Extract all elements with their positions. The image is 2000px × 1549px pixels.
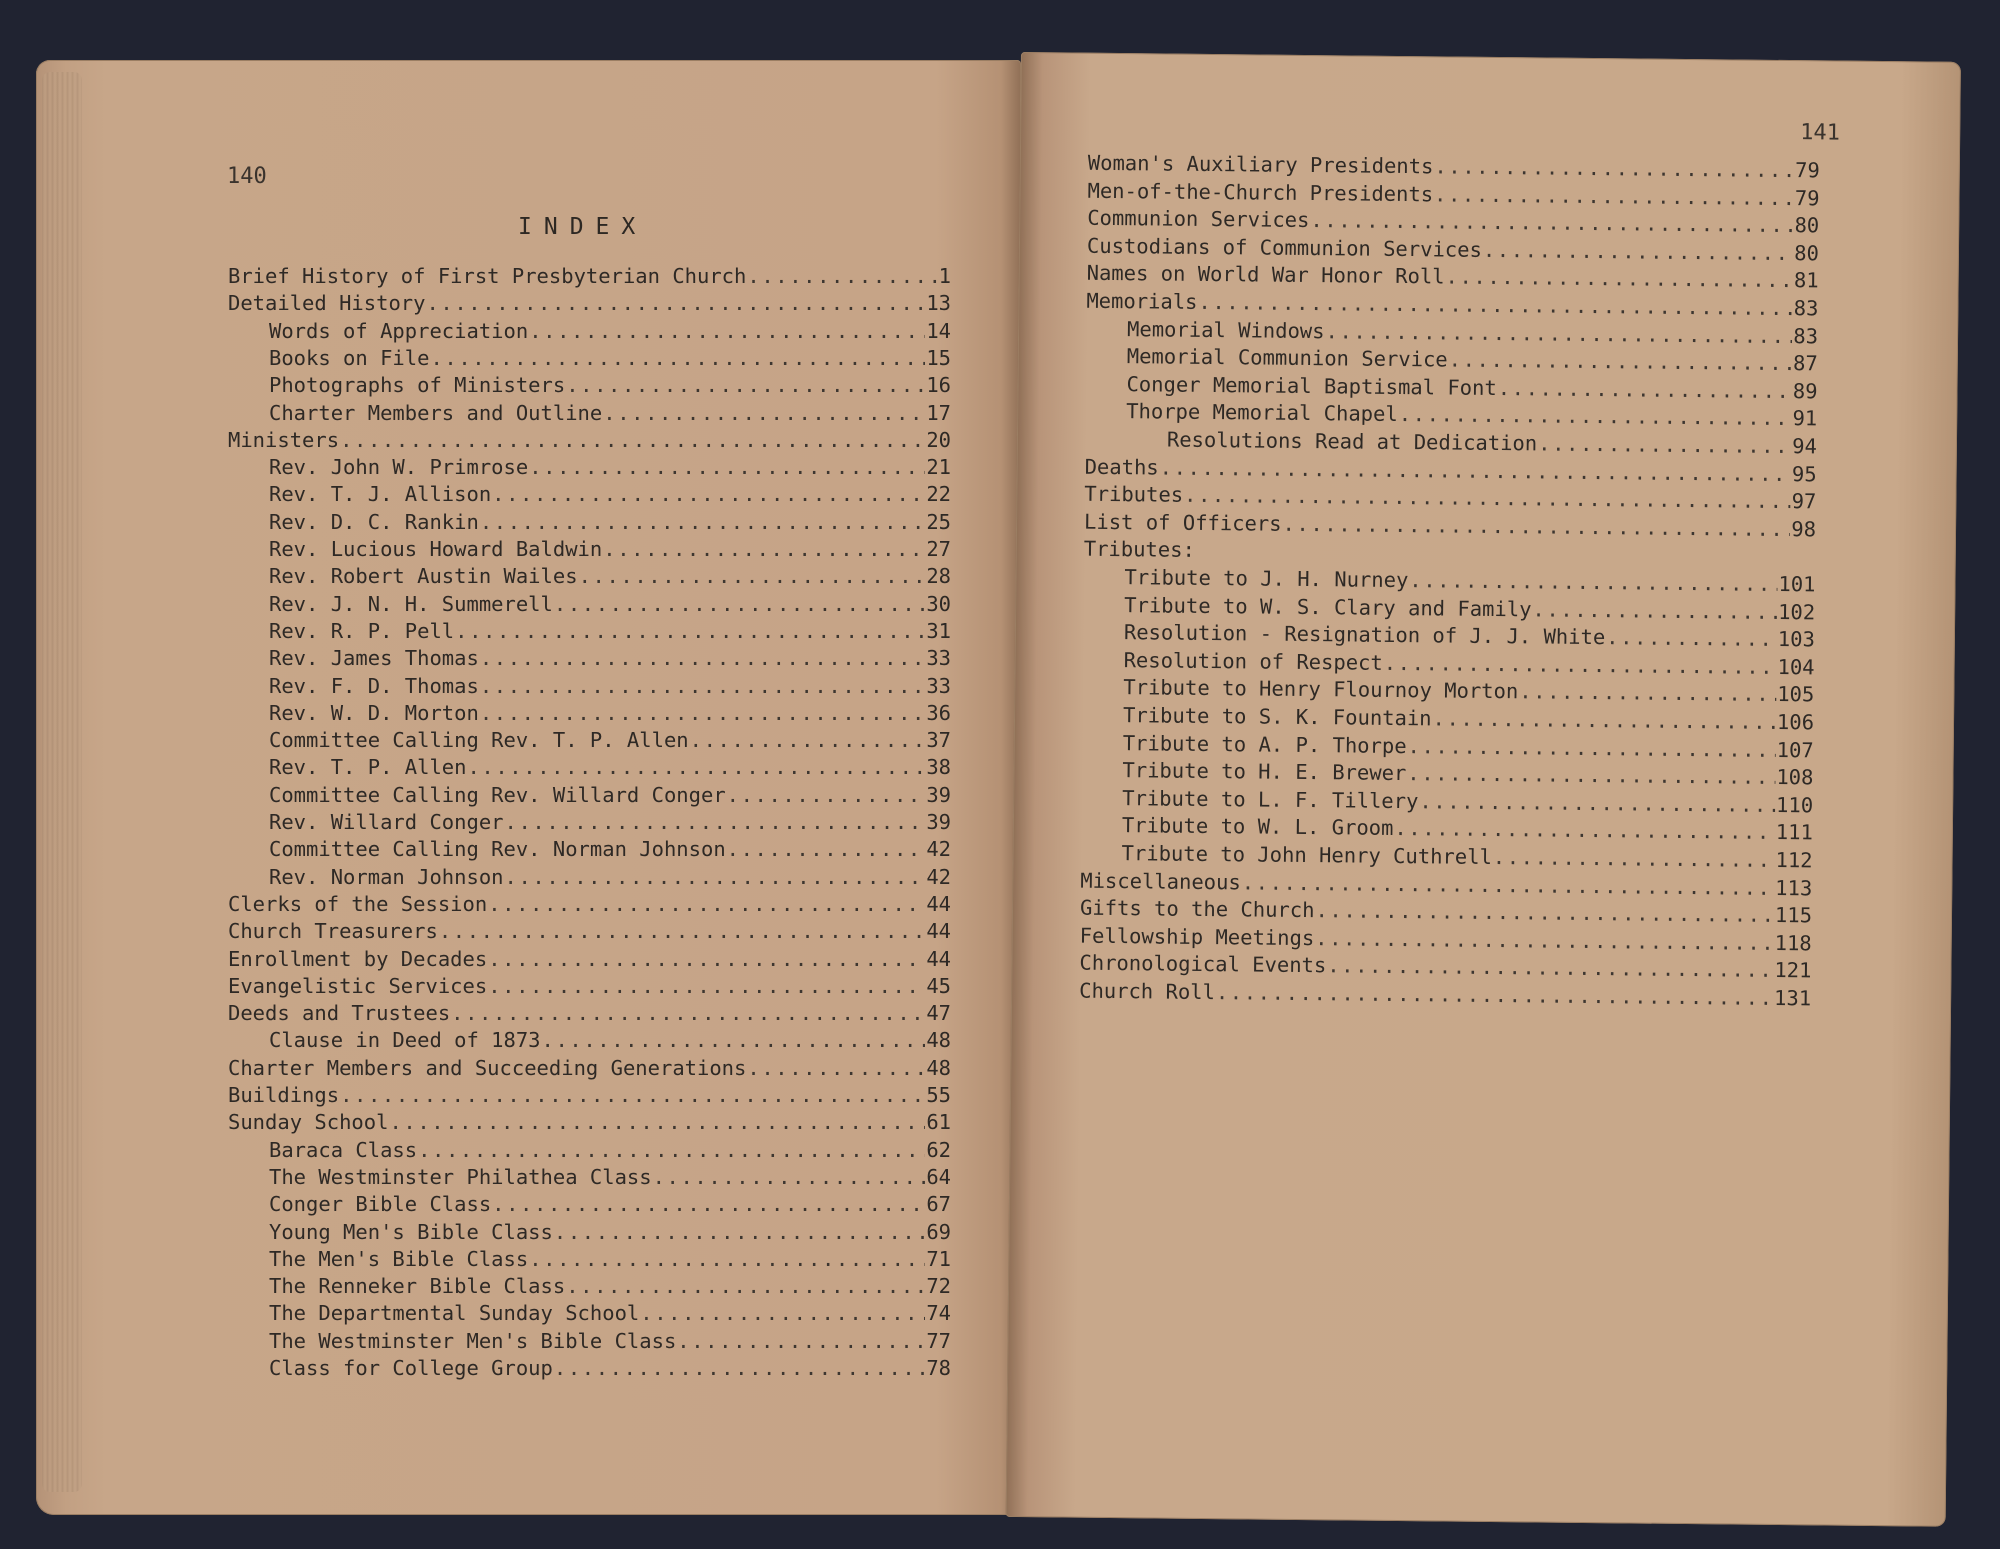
entry-page-number: 78 [926,1356,951,1380]
entry-page-number: 17 [926,400,951,425]
dot-leader [554,1220,925,1244]
dot-leader [1315,898,1774,927]
index-entry [1087,178,1819,210]
entry-title: Rev. James Thomas [269,646,479,671]
dot-leader [727,837,926,861]
entry-page-number: 83 [1793,323,1819,348]
page-number: 140 [227,164,267,189]
entry-title: Clerks of the Session [228,891,488,916]
index-entry [269,1192,951,1216]
index-entry [269,619,951,643]
dot-leader [554,1356,925,1380]
index-entry [1124,565,1815,596]
index-entry [1080,896,1812,928]
entry-page-number: 55 [926,1083,951,1107]
index-entry [269,564,951,588]
entry-page-number: 13 [926,291,951,316]
dot-leader [480,701,925,725]
dot-leader [1449,348,1793,376]
entry-page-number: 89 [1792,378,1818,404]
entry-page-number: 118 [1774,930,1812,956]
dot-leader [451,1001,925,1025]
entry-page-number: 112 [1775,847,1813,873]
entry-title: Resolution - Resignation of J. J. White [1123,620,1606,650]
entry-title: Rev. Norman Johnson [269,864,504,889]
index-entry [1123,731,1814,762]
dot-leader [640,1301,925,1325]
entry-title: Evangelistic Services [228,973,488,998]
entry-page-number: 31 [926,618,951,643]
entry-title: Resolutions Read at Dedication [1166,427,1538,456]
entry-title: Memorial Communion Service [1126,344,1448,372]
entry-page-number: 102 [1778,599,1816,624]
entry-page-number: 14 [926,318,951,343]
entry-title: Woman's Auxiliary Presidents [1087,150,1434,179]
open-book [36,52,1961,1522]
entry-title: Tribute to W. L. Groom [1121,813,1394,841]
entry-page-number: 44 [926,891,951,916]
entry-title: Rev. R. P. Pell [269,618,455,643]
entry-page-number: 39 [926,810,951,834]
entry-page-number: 80 [1794,213,1820,238]
dot-leader [1394,816,1775,844]
dot-leader [418,1138,925,1162]
entry-page-number: 83 [1793,296,1819,321]
entry-page-number: 39 [926,782,951,807]
dot-leader [1242,870,1775,900]
dot-leader [492,482,925,506]
entry-page-number: 38 [926,755,951,780]
dot-leader [747,1056,925,1080]
dot-leader [1160,455,1791,486]
index-entry [1127,344,1818,375]
entry-page-number: 103 [1777,627,1816,652]
index-entry [228,892,951,916]
dot-leader [529,319,925,343]
dot-leader [603,401,925,425]
index-entry [228,1056,951,1080]
entry-title: Rev. Willard Conger [269,810,504,834]
index-entry [1084,482,1816,514]
entry-title: Church Roll [1079,978,1216,1005]
entry-page-number: 107 [1776,737,1814,762]
index-entry [1087,261,1819,293]
dot-leader [480,646,925,670]
dot-leader [505,865,926,889]
dot-leader [1432,706,1776,734]
entry-title: Tribute to H. E. Brewer [1122,758,1407,786]
index-entry [1085,454,1817,486]
index-entry [1124,620,1815,651]
entry-page-number: 62 [926,1137,951,1162]
entry-title: The Renneker Bible Class [269,1274,566,1299]
dot-leader [1498,376,1792,403]
entry-title: Rev. T. J. Allison [269,482,492,507]
dot-leader [1325,319,1792,348]
entry-page-number: 91 [1792,406,1818,431]
dot-leader [554,592,925,616]
entry-title: Tribute to L. F. Tillery [1122,785,1419,813]
dot-leader [1434,154,1794,182]
index-entry [1124,593,1815,624]
entry-page-number: 79 [1794,185,1820,210]
index-entry [228,974,951,998]
dot-leader [566,373,925,397]
dot-leader [492,1192,925,1216]
index-entry [269,1356,951,1380]
dot-leader [1198,290,1792,320]
index-entry [228,1083,951,1107]
entry-page-number: 28 [926,564,951,589]
entry-title: Memorial Windows [1126,316,1325,343]
entry-page-number: 74 [926,1301,951,1326]
index-entry [1087,233,1819,265]
entry-page-number: 69 [926,1219,951,1244]
entry-page-number: 111 [1775,820,1813,845]
dot-leader [455,619,925,643]
dot-leader [677,1329,925,1353]
entry-page-number: 72 [926,1274,951,1299]
entry-title: Tribute to W. S. Clary and Family [1124,592,1532,621]
index-entry [1124,648,1815,679]
index-entry [1123,675,1814,706]
dot-leader [1399,402,1792,430]
dot-leader [488,974,925,998]
dot-leader [1310,208,1793,237]
index-entry [269,755,951,779]
dot-leader [529,1247,925,1271]
index-entry [1121,841,1812,872]
index-entry [1087,206,1819,238]
entry-page-number: 48 [926,1028,951,1053]
entry-title: Miscellaneous [1080,868,1241,894]
dot-leader [1407,761,1775,789]
page-number: 141 [1800,120,1841,146]
dot-leader [480,674,925,698]
right-page [1006,52,1961,1527]
entry-title: Deeds and Trustees [228,1001,451,1026]
entry-title: The Departmental Sunday School [269,1301,640,1326]
dot-leader [1606,625,1777,651]
dot-leader [1184,483,1791,513]
entry-page-number: 33 [926,646,951,671]
entry-title: Words of Appreciation [269,318,529,343]
index-entry [1122,813,1813,844]
index-entry [228,291,951,315]
entry-title: Gifts to the Church [1079,895,1315,923]
entry-page-number: 37 [926,728,951,753]
entry-title: Class for College Group [269,1356,553,1380]
index-entry [269,319,951,343]
entry-page-number: 77 [926,1328,951,1353]
entry-page-number: 30 [926,591,951,616]
entry-page-number: 97 [1791,489,1817,514]
index-entry [1080,868,1812,900]
entry-page-number: 1 [938,264,951,288]
dot-leader [727,783,926,807]
dot-leader [1445,265,1793,293]
dot-leader [340,1083,925,1107]
entry-page-number: 67 [926,1192,951,1217]
index-entry [269,401,951,425]
index-entry [1123,703,1814,734]
entry-page-number: 81 [1793,268,1819,293]
index-entry [228,947,951,971]
entry-title: Rev. W. D. Morton [269,700,479,725]
dot-leader [1409,568,1777,596]
index-entry [269,510,951,534]
index-entry [269,1220,951,1244]
entry-title: Tribute to A. P. Thorpe [1122,730,1407,758]
dot-leader [426,291,925,315]
index-entry [228,264,951,288]
entry-page-number: 33 [926,673,951,698]
dot-leader [603,537,925,561]
entry-title: Rev. Lucious Howard Baldwin [269,537,603,561]
entry-title: Baraca Class [269,1137,418,1162]
dot-leader [1327,954,1773,983]
index-entry [1122,758,1813,789]
entry-page-number: 79 [1794,158,1820,183]
index-entry [269,373,951,397]
entry-title: Thorpe Memorial Chapel [1126,399,1398,427]
dot-leader [1434,182,1794,210]
index-entry [1084,509,1816,541]
index-entry [1167,428,1817,459]
dot-leader [1493,845,1775,872]
dot-leader [389,1110,925,1134]
index-entry [269,1329,951,1353]
dot-leader [480,510,925,534]
entry-page-number: 42 [926,864,951,889]
entry-title: Resolution of Respect [1123,647,1383,675]
entry-page-number: 27 [926,537,951,561]
dot-leader [1532,597,1777,624]
entry-title: Photographs of Ministers [269,373,566,398]
entry-title: Sunday School [228,1110,389,1135]
dot-leader [529,455,925,479]
dot-leader [690,728,926,752]
index-entry [1084,537,1816,569]
entry-page-number: 115 [1774,903,1813,928]
index-entry [269,810,951,834]
index-entry [228,428,951,452]
dot-leader [488,947,925,971]
entry-title: Rev. J. N. H. Summerell [269,591,553,616]
entry-title: Tribute to J. H. Nurney [1124,565,1409,593]
entry-title: Tribute to Henry Flournoy Morton [1123,675,1519,704]
entry-title: Tribute to S. K. Fountain [1122,703,1432,731]
dot-leader [1282,512,1790,541]
entry-title: Rev. F. D. Thomas [269,673,479,698]
entry-page-number: 94 [1792,434,1818,459]
entry-page-number: 22 [926,482,951,507]
entry-title: Brief History of First Presbyterian Church [228,264,747,288]
entry-page-number: 108 [1776,765,1814,790]
dot-leader [653,1165,926,1189]
entry-title: Young Men's Bible Class [269,1219,553,1244]
entry-title: Fellowship Meetings [1079,923,1315,950]
entry-title: The Westminster Men's Bible Class [269,1328,677,1353]
entry-page-number: 15 [926,345,951,370]
entry-title: Enrollment by Decades [228,946,488,971]
entry-title: Names on World War Honor Roll [1086,261,1445,289]
entry-title: Rev. T. P. Allen [269,755,467,780]
index-entry [1086,289,1818,321]
dot-leader [467,755,925,779]
index-entry [269,592,951,616]
index-entry [1079,979,1811,1011]
entry-title: Tribute to John Henry Cuthrell [1121,841,1492,869]
index-entry [269,455,951,479]
index-entry [269,865,951,889]
entry-page-number: 25 [926,509,951,534]
entry-title: Communion Services [1087,205,1310,233]
entry-title: Conger Bible Class [269,1192,492,1217]
entry-title: Chronological Events [1079,951,1327,978]
entry-page-number: 61 [926,1110,951,1135]
entry-title: Tributes: [1083,537,1196,563]
entry-page-number: 45 [926,973,951,998]
entry-page-number: 98 [1791,516,1817,542]
dot-leader [566,1274,925,1298]
index-entry [269,1247,951,1271]
entry-title: Ministers [228,427,340,452]
dot-leader [1216,980,1773,1010]
index-entry [269,1274,951,1298]
dot-leader [1419,789,1775,817]
index-heading: INDEX [518,214,648,240]
entry-title: Buildings [228,1083,340,1107]
entry-title: Books on File [269,345,430,370]
index-entry [1126,372,1817,403]
entry-page-number: 87 [1792,351,1818,376]
entry-page-number: 47 [926,1001,951,1026]
entry-page-number: 131 [1773,985,1812,1011]
index-entry [269,674,951,698]
entry-page-number: 106 [1776,709,1815,735]
entry-title: Rev. D. C. Rankin [269,509,479,534]
entry-title: Memorials [1086,288,1198,314]
entry-title: The Men's Bible Class [269,1246,529,1271]
index-entry [1080,923,1812,955]
dot-leader [505,810,926,834]
entry-title: Custodians of Communion Services [1086,233,1483,262]
dot-leader [747,264,937,288]
entry-title: Conger Memorial Baptismal Font [1126,371,1497,400]
entry-title: Committee Calling Rev. Willard Conger [269,782,726,807]
dot-leader [1315,926,1774,955]
index-entry [269,783,951,807]
index-entry [269,837,951,861]
dot-leader [1538,431,1791,458]
entry-title: List of Officers [1083,509,1282,536]
index-entry [1088,151,1820,183]
index-entry [1079,951,1811,983]
entry-page-number: 36 [926,700,951,725]
dot-leader [1384,651,1777,679]
entry-page-number: 105 [1777,682,1815,707]
entry-title: Tributes [1084,481,1184,507]
entry-page-number: 48 [926,1055,951,1080]
entry-title: Detailed History [228,291,426,316]
dot-leader [579,564,926,588]
entry-title: Clause in Deed of 1873 [269,1028,541,1053]
entry-page-number: 44 [926,919,951,944]
index-entry [269,482,951,506]
entry-title: Committee Calling Rev. Norman Johnson [269,837,726,862]
index-entry [1126,400,1817,431]
entry-page-number: 44 [926,946,951,971]
entry-page-number: 21 [926,455,951,480]
index-entry [269,701,951,725]
entry-title: Deaths [1084,454,1159,480]
index-entry [269,1301,951,1325]
index-entry [269,646,951,670]
entry-page-number: 42 [926,837,951,862]
left-page [36,60,1021,1515]
dot-leader [1483,238,1794,265]
index-entry [269,1028,951,1052]
index-entry [1127,317,1818,348]
entry-title: Charter Members and Outline [269,400,603,425]
index-entry [269,537,951,561]
dot-leader [1408,734,1776,762]
dot-leader [340,428,925,452]
entry-title: Committee Calling Rev. T. P. Allen [269,728,689,753]
dot-leader [439,919,925,943]
dot-leader [1519,680,1776,707]
entry-title: Rev. Robert Austin Wailes [269,564,578,589]
index-entry [269,728,951,752]
index-entry [269,1165,951,1189]
index-entry [228,919,951,943]
dot-leader [488,892,925,916]
entry-title: Church Treasurers [228,919,438,944]
entry-title: Charter Members and Succeeding Generations [228,1055,747,1080]
entry-page-number: 71 [926,1246,951,1271]
entry-page-number: 110 [1776,792,1814,818]
index-entry [269,346,951,370]
entry-page-number: 20 [926,427,951,452]
entry-page-number: 113 [1775,875,1813,900]
entry-title: Rev. John W. Primrose [269,455,529,480]
entry-page-number: 104 [1777,654,1815,680]
entry-page-number: 16 [926,373,951,398]
entry-page-number: 95 [1791,461,1817,486]
index-entry [1122,786,1813,817]
entry-page-number: 80 [1794,240,1820,266]
dot-leader [430,346,925,370]
entry-title: Men-of-the-Church Presidents [1087,178,1434,206]
index-entry [228,1001,951,1025]
dot-leader [542,1028,926,1052]
entry-title: The Westminster Philathea Class [269,1164,652,1189]
entry-page-number: 101 [1778,571,1816,597]
entry-page-number: 64 [926,1164,951,1189]
index-entry [269,1138,951,1162]
index-entry [228,1110,951,1134]
entry-page-number: 121 [1774,958,1812,983]
